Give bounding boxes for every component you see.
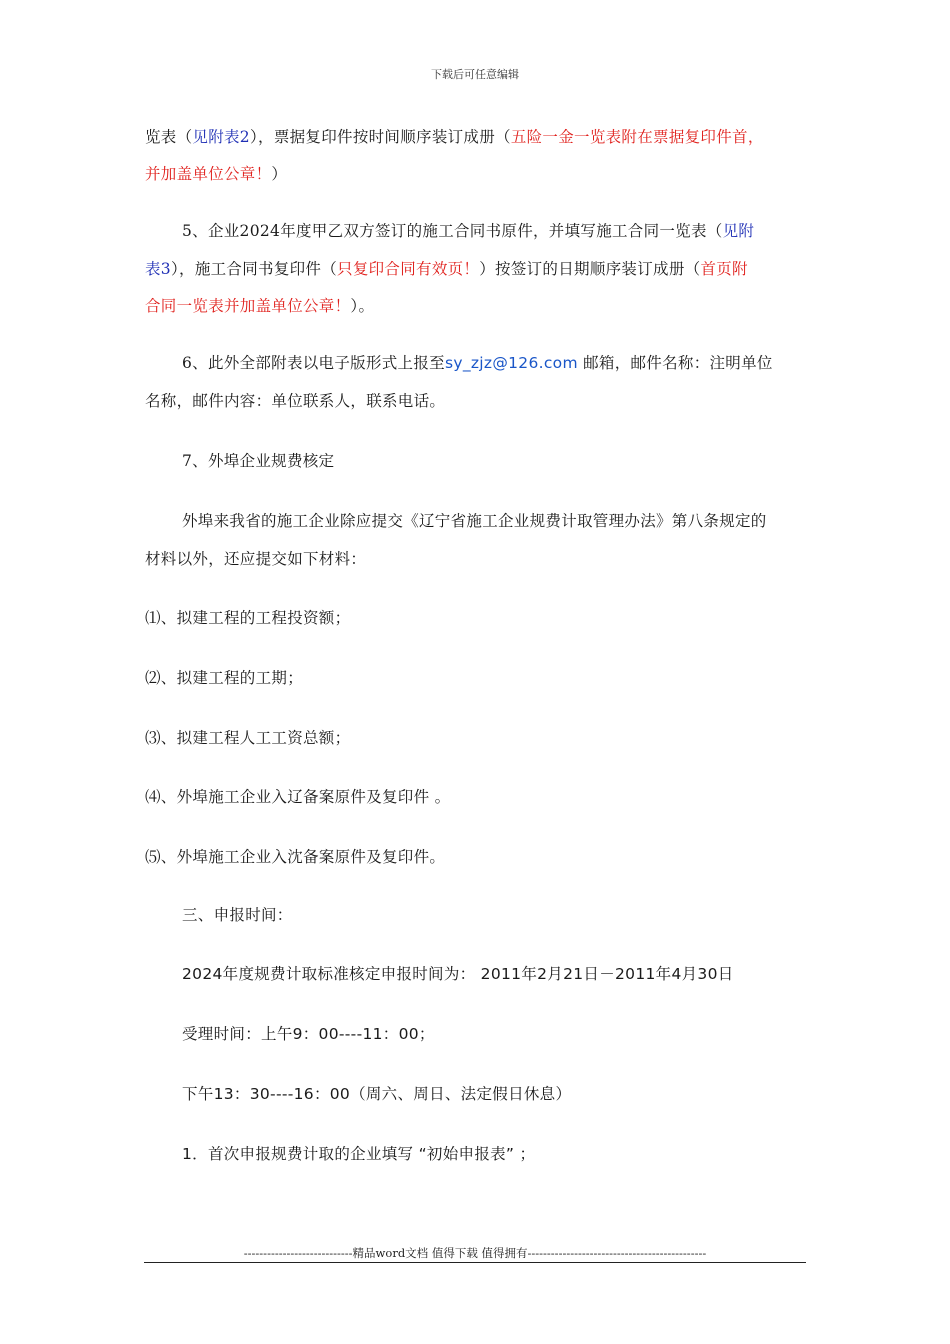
paragraph-5-line-1 [182, 221, 754, 241]
declare-period: 2024年度规费计取标准核定申报时间为： 2011年2月21日－2011年4月30日 [182, 965, 734, 983]
accept-time-afternoon: 下午13：30----16：00（周六、周日、法定假日休息） [182, 1085, 572, 1103]
text: ）。 [350, 297, 375, 315]
list-item-4: ⑷、外埠施工企业入辽备案原件及复印件 。 [145, 788, 451, 806]
text: ） [271, 165, 288, 183]
accept-time-morning: 受理时间：上午9：00----11：00； [182, 1025, 435, 1043]
text: 5、企业2024年度甲乙双方签订的施工合同书原件，并填写施工合同一览表（ [182, 222, 723, 240]
footer-note: ----------------------------精品word文档 值得下载 值得拥有---------------------------------------------- [243, 1246, 707, 1260]
first-declaration-item: 1．首次申报规费计取的企业填写 “初始申报表” ； [182, 1145, 536, 1163]
highlight-note: 只复印合同有效页！ [337, 260, 480, 278]
list-item-2: ⑵、拟建工程的工期； [145, 669, 304, 687]
attachment-ref: 见附 [722, 222, 755, 240]
paragraph-5-line-3 [145, 296, 374, 316]
paragraph-4-line-1 [145, 127, 764, 147]
text: ），施工合同书复印件（ [170, 260, 338, 278]
section-7-body-line-1: 外埠来我省的施工企业除应提交《辽宁省施工企业规费计取管理办法》第八条规定的 [182, 512, 767, 530]
highlight-note: 合同一览表并加盖单位公章！ [145, 297, 351, 315]
list-item-1: ⑴、拟建工程的工程投资额； [145, 609, 351, 627]
list-item-3: ⑶、拟建工程人工工资总额； [145, 729, 351, 747]
highlight-note: 并加盖单位公章！ [145, 165, 272, 183]
section-7-title: 7、外埠企业规费核定 [182, 452, 335, 470]
email-link[interactable]: sy_zjz@126.com [444, 354, 578, 372]
attachment-ref: 见附表2 [192, 128, 250, 146]
paragraph-6-line-2: 名称，邮件内容：单位联系人，联系电话。 [145, 392, 446, 410]
highlight-note: 首页附 [700, 260, 748, 278]
paragraph-6-line-1 [182, 353, 773, 373]
header-note: 下载后可任意编辑 [431, 68, 519, 81]
section-7-body-line-2: 材料以外，还应提交如下材料： [145, 550, 367, 568]
text: 邮箱，邮件名称：注明单位 [583, 354, 773, 372]
list-item-5: ⑸、外埠施工企业入沈备案原件及复印件。 [145, 848, 446, 866]
paragraph-5-line-2 [145, 259, 748, 279]
text: 览表（ [145, 128, 193, 146]
text: ）按签订的日期顺序装订成册（ [479, 260, 701, 278]
footer-divider [144, 1262, 806, 1263]
attachment-ref: 表3 [145, 260, 171, 278]
paragraph-4-line-2 [145, 164, 287, 184]
section-3-title: 三、申报时间： [182, 906, 293, 924]
text: ），票据复印件按时间顺序装订成册（ [249, 128, 511, 146]
highlight-note: 五险一金一览表附在票据复印件首， [510, 128, 764, 146]
text: 6、此外全部附表以电子版形式上报至 [182, 354, 445, 372]
